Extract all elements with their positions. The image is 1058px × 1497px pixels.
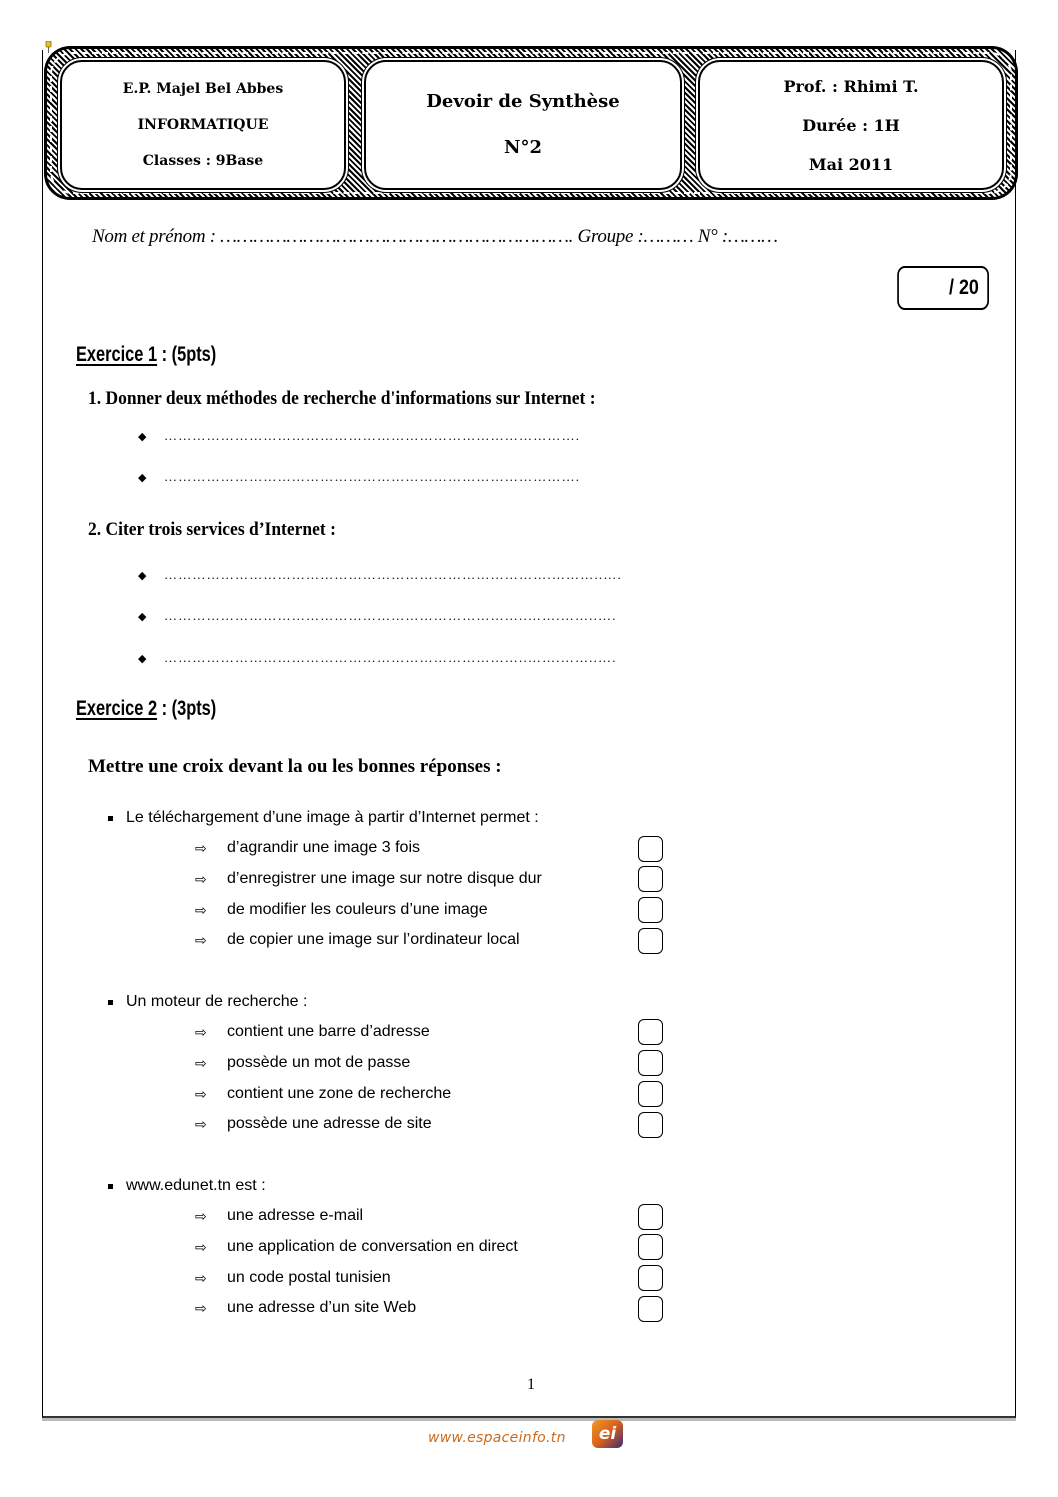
mcq-stem-text: Le téléchargement d’une image à partir d’Internet permet : [126,809,539,826]
square-bullet-icon [108,816,113,821]
option-text: possède une adresse de site [227,1115,432,1132]
answer-checkbox[interactable] [638,1234,663,1260]
exercise-1-points: : (5pts) [157,343,217,366]
answer-dots: ……………………………………………………………………………. [164,428,581,443]
mcq-option [195,1238,518,1256]
mcq-option [195,1054,410,1072]
option-text: une adresse e-mail [227,1207,364,1224]
exercise-2-title [76,697,216,721]
square-bullet-icon [108,1000,113,1005]
option-text: de modifier les couleurs d’une image [227,901,488,918]
diamond-icon: ◆ [138,430,147,443]
diamond-icon: ◆ [138,471,147,484]
mcq-option [195,1115,432,1133]
option-text: possède un mot de passe [227,1054,411,1071]
option-text: une adresse d’un site Web [227,1299,417,1316]
student-info-line[interactable]: Nom et prénom : ………………………………………………………. Groupe :……… N° :……… [92,226,778,247]
exam-duration: Durée : 1H [802,115,900,135]
option-text: un code postal tunisien [227,1269,391,1286]
answer-checkbox[interactable] [638,836,663,862]
mcq-option [195,1085,451,1103]
header-school-box [60,60,346,190]
answer-checkbox[interactable] [638,866,663,892]
arrow-right-outline-icon: ⇨ [195,1238,207,1255]
arrow-right-outline-icon: ⇨ [195,1207,207,1224]
answer-line[interactable] [138,567,622,583]
exam-date: Mai 2011 [808,154,894,174]
school-name: E.P. Majel Bel Abbes [122,81,284,97]
answer-line[interactable] [138,428,580,444]
page-number: 1 [527,1376,535,1393]
answer-checkbox[interactable] [638,1204,663,1230]
answer-checkbox[interactable] [638,1050,663,1076]
answer-line[interactable] [138,608,617,624]
option-text: contient une zone de recherche [227,1085,452,1102]
mcq-option [195,870,542,888]
page-frame [42,50,1016,1418]
mcq-stem-text: Un moteur de recherche : [126,993,308,1010]
exercise-2-points: : (3pts) [157,697,217,720]
question-2: 2. Citer trois services d’Internet : [88,519,336,540]
subject-name: INFORMATIQUE [137,117,269,133]
answer-dots: ……………………………………………………………………………. [164,469,581,484]
option-text: d’enregistrer une image sur notre disque dur [227,870,542,887]
arrow-right-outline-icon: ⇨ [195,1269,207,1286]
espaceinfo-logo-icon: ei [592,1420,623,1448]
pushpin-icon [44,41,53,53]
arrow-right-outline-icon: ⇨ [195,901,207,918]
diamond-icon: ◆ [138,652,147,665]
mcq-option [195,1207,363,1225]
answer-dots: …………………………………………………………………..…….……..…. [164,650,617,665]
mcq-stem [108,809,539,827]
arrow-right-outline-icon: ⇨ [195,1054,207,1071]
mcq-stem-text: www.edunet.tn est : [126,1177,266,1194]
option-text: contient une barre d’adresse [227,1023,430,1040]
footer-url-link[interactable]: www.espaceinfo.tn [428,1430,566,1446]
arrow-right-outline-icon: ⇨ [195,1023,207,1040]
answer-checkbox[interactable] [638,1081,663,1107]
answer-line[interactable] [138,650,617,666]
option-text: d’agrandir une image 3 fois [227,839,421,856]
arrow-right-outline-icon: ⇨ [195,931,207,948]
exercise-1-name: Exercice 1 [76,343,158,366]
mcq-stem [108,1177,266,1195]
answer-dots: ……………………………………………………………………….………..…. [164,567,622,582]
mcq-option [195,901,488,919]
answer-dots: …………………………………………………………………..…….……..…. [164,608,617,623]
answer-checkbox[interactable] [638,928,663,954]
header-title-box [364,60,682,190]
diamond-icon: ◆ [138,569,147,582]
exercise-2-instruction: Mettre une croix devant la ou les bonnes réponses : [88,756,502,777]
option-text: une application de conversation en direct [227,1238,518,1255]
mcq-option [195,1269,391,1287]
exercise-1-title [76,343,216,367]
answer-checkbox[interactable] [638,897,663,923]
arrow-right-outline-icon: ⇨ [195,1085,207,1102]
square-bullet-icon [108,1184,113,1189]
diamond-icon: ◆ [138,610,147,623]
mcq-option [195,839,420,857]
exam-number: N°2 [504,137,542,158]
mcq-option [195,1299,416,1317]
mcq-option [195,1023,430,1041]
header-info-box [698,60,1004,190]
arrow-right-outline-icon: ⇨ [195,839,207,856]
arrow-right-outline-icon: ⇨ [195,1115,207,1132]
exam-title: Devoir de Synthèse [426,91,620,112]
answer-checkbox[interactable] [638,1296,663,1322]
mcq-stem [108,993,307,1011]
answer-checkbox[interactable] [638,1019,663,1045]
answer-checkbox[interactable] [638,1265,663,1291]
score-total: / 20 [949,276,979,299]
teacher-name: Prof. : Rhimi T. [783,76,919,96]
option-text: de copier une image sur l’ordinateur local [227,931,520,948]
arrow-right-outline-icon: ⇨ [195,1299,207,1316]
exercise-2-name: Exercice 2 [76,697,158,720]
score-box[interactable] [897,266,989,310]
answer-line[interactable] [138,469,580,485]
question-1: 1. Donner deux méthodes de recherche d'informations sur Internet : [88,388,596,409]
answer-checkbox[interactable] [638,1112,663,1138]
mcq-option [195,931,520,949]
classes-label: Classes : 9Base [142,153,264,169]
arrow-right-outline-icon: ⇨ [195,870,207,887]
